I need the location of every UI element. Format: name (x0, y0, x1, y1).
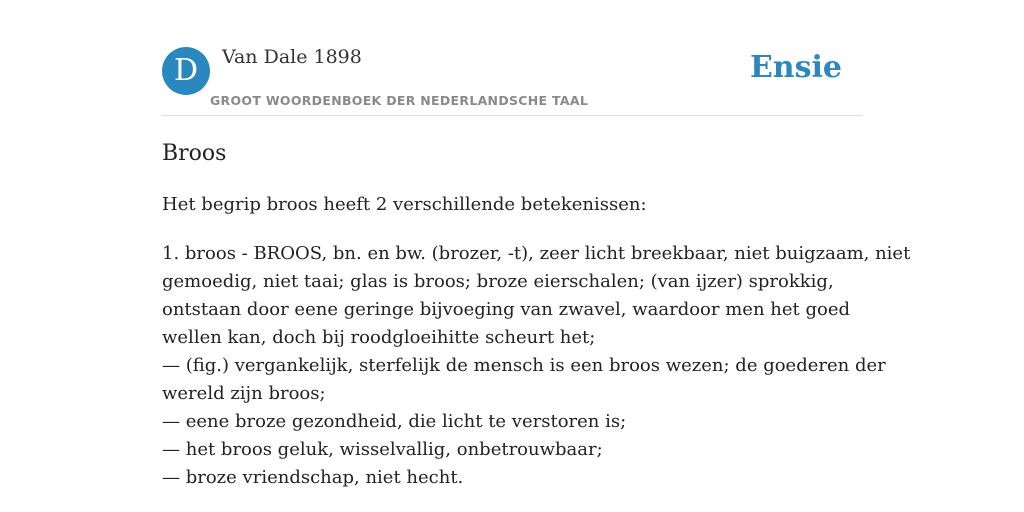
dictionary-subtitle: GROOT WOORDENBOEK DER NEDERLANDSCHE TAAL (210, 93, 589, 108)
definition-line: — eene broze gezondheid, die licht te verstoren is; (162, 411, 627, 432)
definition-line: wereld zijn broos; (162, 383, 326, 404)
page-container (162, 0, 911, 488)
site-header (162, 0, 862, 116)
dictionary-logo[interactable]: D (162, 47, 210, 95)
definition-line: — broze vriendschap, niet hecht. (162, 467, 464, 488)
dictionary-name-link[interactable]: Van Dale 1898 (222, 46, 362, 68)
definition-line: wellen kan, doch bij roodgloeihitte scheurt het; (162, 327, 596, 348)
definition-line: 1. broos - BROOS, bn. en bw. (brozer, -t), zeer licht breekbaar, niet buigzaam, niet (162, 243, 911, 264)
definition-line: — (fig.) vergankelijk, sterfelijk de mensch is een broos wezen; de goederen der (162, 355, 886, 376)
ensie-brand-logo[interactable]: Ensie (749, 50, 842, 85)
entry-title: Broos (162, 141, 227, 166)
definition-line: ontstaan door eene geringe bijvoeging van zwavel, waardoor men het goed (162, 299, 850, 320)
definition-line: — het broos geluk, wisselvallig, onbetrouwbaar; (162, 439, 603, 460)
definition-text (162, 240, 911, 492)
definition-line: gemoedig, niet taai; glas is broos; broze eierschalen; (van ijzer) sprokkig, (162, 271, 834, 292)
entry-intro: Het begrip broos heeft 2 verschillende betekenissen: (162, 194, 647, 215)
